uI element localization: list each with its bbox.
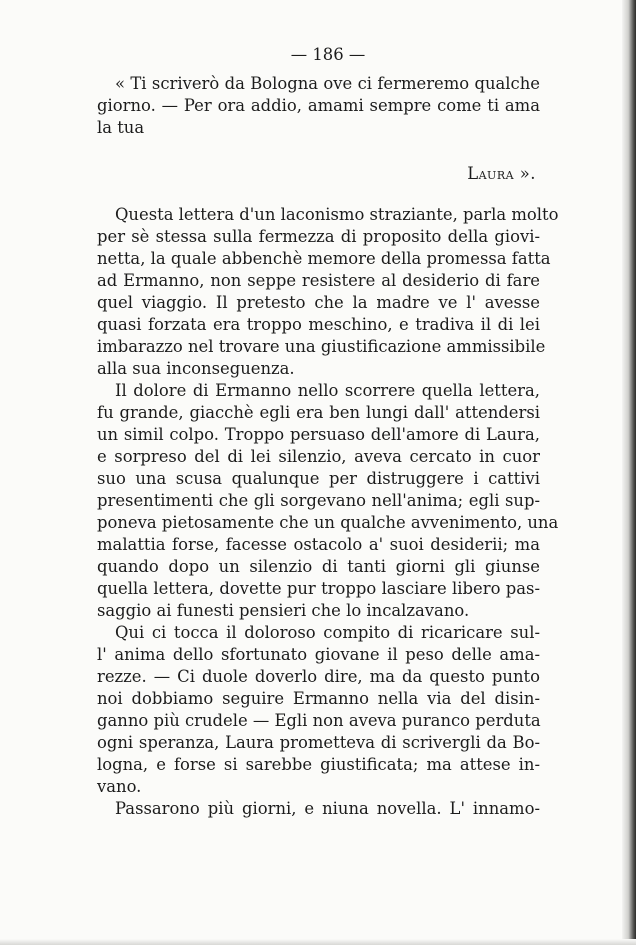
text-line: fu grande, giacchè egli era ben lungi dall' attendersi — [97, 403, 540, 422]
signature-block — [97, 163, 540, 185]
text-line: Passarono più giorni, e niuna novella. L' innamo- — [115, 799, 540, 818]
letter-line: la tua — [97, 118, 145, 137]
text-line: un simil colpo. Troppo persuaso dell'amore di Laura, — [97, 425, 540, 444]
page-number: — 186 — — [290, 45, 366, 64]
letter-signature: Laura ». — [467, 164, 536, 183]
text-line: ogni speranza, Laura prometteva di scrivergli da Bo- — [97, 733, 540, 752]
text-line: Qui ci tocca il doloroso compito di ricaricare sul- — [115, 623, 540, 642]
text-line: vano. — [97, 777, 142, 796]
text-line: Il dolore di Ermanno nello scorrere quella lettera, — [115, 381, 540, 400]
text-line: logna, e forse si sarebbe giustificata; ma attese in- — [97, 755, 540, 774]
text-line: per sè stessa sulla fermezza di proposito della giovi- — [97, 227, 540, 246]
text-line: suo una scusa qualunque per distruggere i cattivi — [97, 469, 540, 488]
text-line: quel viaggio. Il pretesto che la madre ve l' avesse — [97, 293, 540, 312]
paragraph-4 — [97, 798, 540, 820]
page-gutter-shadow — [622, 0, 636, 945]
text-line: quando dopo un silenzio di tanti giorni gli giunse — [97, 557, 540, 576]
text-line: noi dobbiamo seguire Ermanno nella via del disin- — [97, 689, 540, 708]
page-bottom-edge — [0, 939, 636, 945]
paragraph-1 — [97, 204, 559, 380]
text-line: rezze. — Ci duole doverlo dire, ma da questo punto — [97, 667, 540, 686]
letter-block — [97, 73, 540, 139]
text-line: saggio ai funesti pensieri che lo incalzavano. — [97, 601, 470, 620]
paragraph-2 — [97, 380, 559, 622]
text-line: alla sua inconseguenza. — [97, 359, 295, 378]
text-line: presentimenti che gli sorgevano nell'anima; egli sup- — [97, 491, 540, 510]
letter-line: giorno. — Per ora addio, amami sempre come ti ama — [97, 96, 540, 115]
text-line: poneva pietosamente che un qualche avvenimento, una — [97, 513, 559, 532]
text-line: quella lettera, dovette pur troppo lasciare libero pas- — [97, 579, 540, 598]
text-line: netta, la quale abbenchè memore della promessa fatta — [97, 249, 551, 268]
text-line: Questa lettera d'un laconismo straziante, parla molto — [115, 205, 559, 224]
letter-line: « Ti scriverò da Bologna ove ci fermeremo qualche — [115, 74, 540, 93]
text-line: ganno più crudele — Egli non aveva puranco perduta — [97, 711, 541, 730]
text-line: ad Ermanno, non seppe resistere al desiderio di fare — [97, 271, 540, 290]
text-line: imbarazzo nel trovare una giustificazione ammissibile — [97, 337, 546, 356]
text-line: quasi forzata era troppo meschino, e tradiva il di lei — [97, 315, 540, 334]
text-line: e sorpreso del di lei silenzio, aveva cercato in cuor — [97, 447, 540, 466]
paragraph-3 — [97, 622, 540, 798]
text-line: malattia forse, facesse ostacolo a' suoi desiderii; ma — [97, 535, 540, 554]
text-line: l' anima dello sfortunato giovane il peso delle ama- — [97, 645, 540, 664]
